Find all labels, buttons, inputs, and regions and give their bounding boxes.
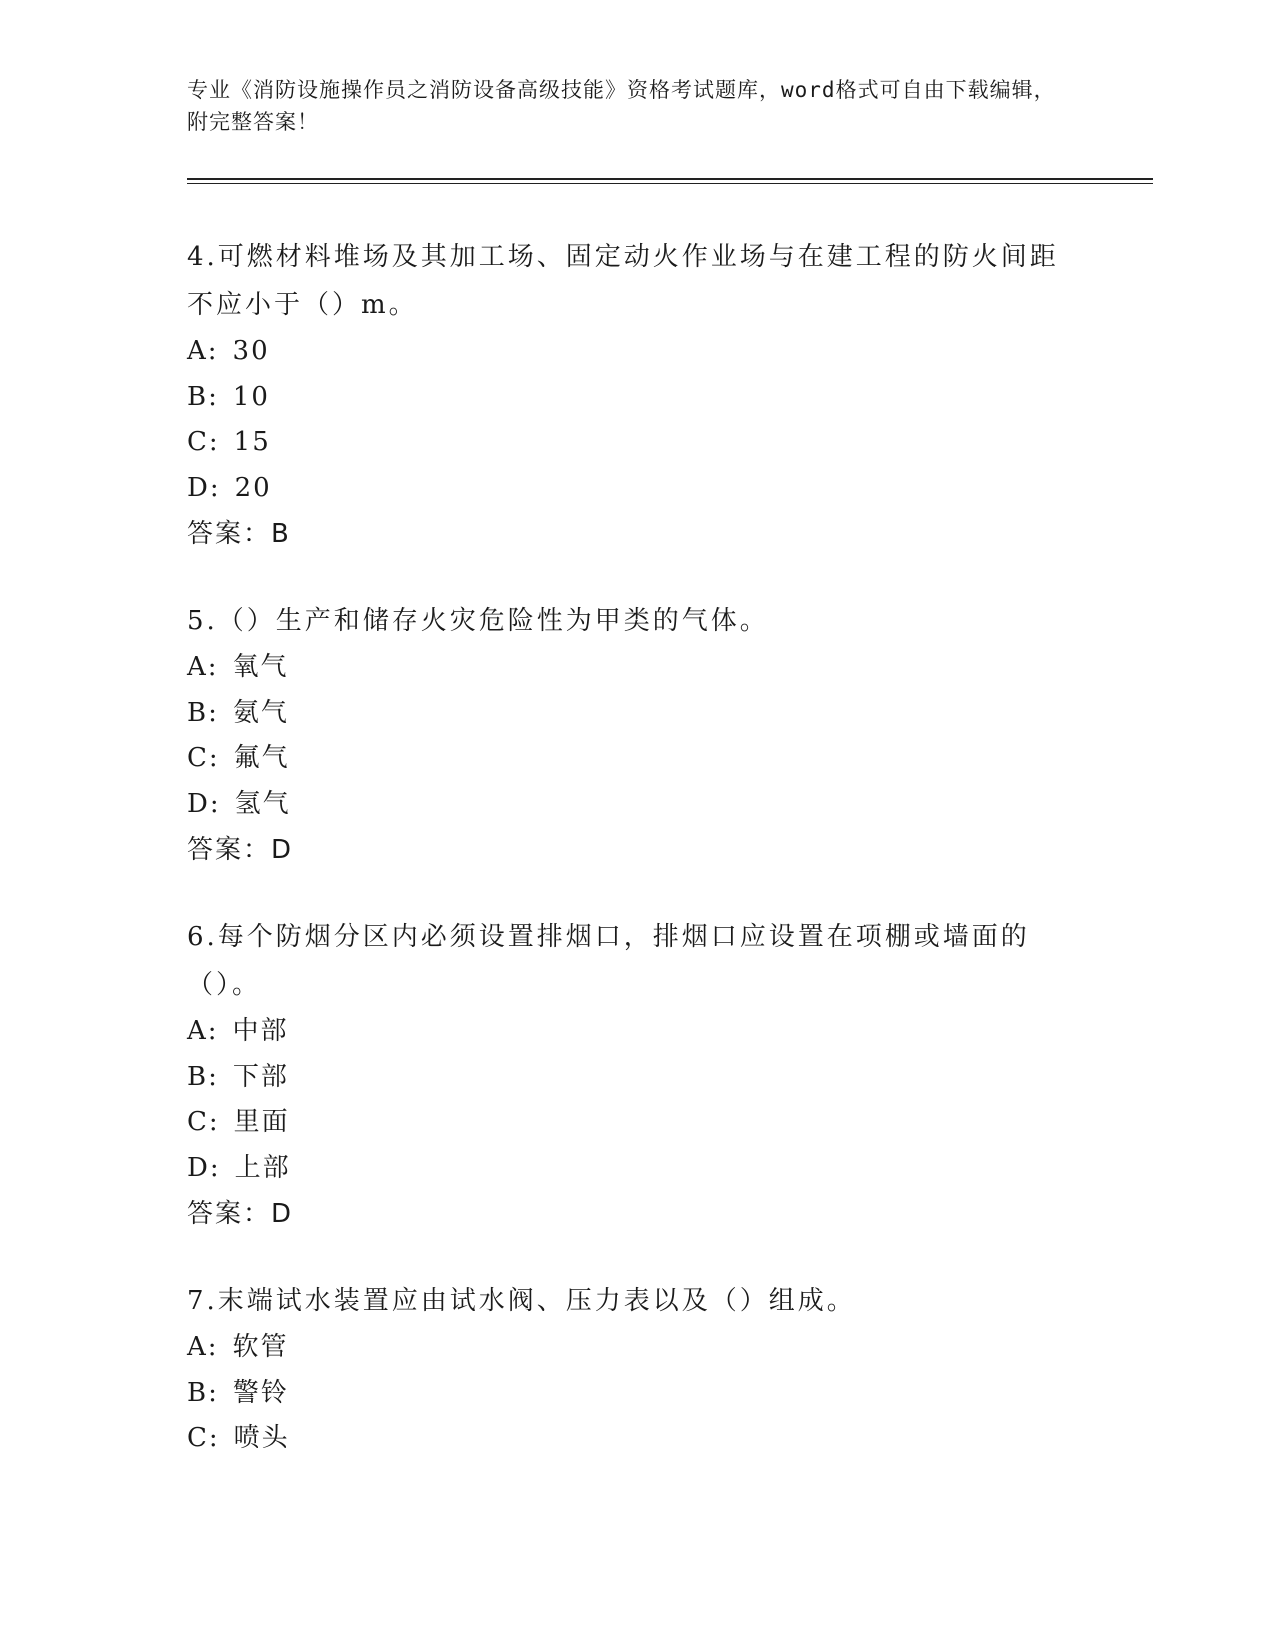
- question-list: [187, 233, 1087, 1502]
- option-text: 上部: [234, 1152, 291, 1183]
- option-letter: A:: [187, 1016, 219, 1046]
- option-a: [187, 1325, 1087, 1371]
- option-letter: D:: [187, 788, 221, 819]
- question-stem: 7.末端试水装置应由试水阀、压力表以及（）组成。: [187, 1286, 856, 1316]
- option-letter: B:: [187, 1061, 219, 1092]
- option-c: [187, 1100, 1087, 1146]
- option-letter: C:: [187, 743, 220, 773]
- option-text: 氢气: [234, 788, 291, 819]
- answer-line: 答案：D: [187, 1199, 294, 1229]
- header-divider-thin: [187, 183, 1153, 184]
- option-text: 10: [232, 381, 270, 412]
- question-5: [187, 597, 1087, 873]
- option-text: 中部: [232, 1016, 289, 1046]
- option-letter: C:: [187, 427, 220, 457]
- option-b: [187, 1055, 1087, 1101]
- option-d: [187, 782, 1087, 828]
- answer-line: 答案：D: [187, 835, 294, 865]
- option-letter: C:: [187, 1423, 220, 1453]
- answer-line: 答案：B: [187, 519, 291, 549]
- option-text: 氟气: [233, 743, 290, 773]
- option-d: [187, 1146, 1087, 1192]
- option-letter: A:: [187, 1332, 219, 1362]
- question-stem: 4.可燃材料堆场及其加工场、固定动火作业场与在建工程的防火间距不应小于（）m。: [187, 242, 1059, 320]
- option-letter: B:: [187, 697, 219, 728]
- option-text: 软管: [232, 1332, 289, 1362]
- option-text: 警铃: [232, 1377, 289, 1408]
- option-text: 氧气: [232, 652, 289, 682]
- option-text: 下部: [232, 1061, 289, 1092]
- option-letter: A:: [187, 652, 219, 682]
- question-stem: 5.（）生产和储存火灾危险性为甲类的气体。: [187, 606, 769, 636]
- question-stem: 6.每个防烟分区内必须设置排烟口，排烟口应设置在项棚或墙面的（）。: [187, 922, 1030, 1000]
- question-6: [187, 913, 1087, 1237]
- option-text: 15: [233, 427, 271, 457]
- option-letter: D:: [187, 1152, 221, 1183]
- option-text: 30: [232, 336, 270, 366]
- option-letter: B:: [187, 381, 219, 412]
- option-c: [187, 420, 1087, 466]
- option-b: [187, 691, 1087, 737]
- option-text: 氨气: [232, 697, 289, 728]
- option-a: [187, 329, 1087, 375]
- option-b: [187, 375, 1087, 421]
- option-letter: D:: [187, 472, 221, 503]
- option-d: [187, 466, 1087, 512]
- option-letter: A:: [187, 336, 219, 366]
- question-7: [187, 1277, 1087, 1462]
- option-letter: C:: [187, 1107, 220, 1137]
- option-text: 里面: [233, 1107, 290, 1137]
- option-text: 喷头: [233, 1423, 290, 1453]
- option-text: 20: [234, 472, 272, 503]
- option-a: [187, 1009, 1087, 1055]
- option-a: [187, 645, 1087, 691]
- option-b: [187, 1371, 1087, 1417]
- option-c: [187, 736, 1087, 782]
- header-divider-thick: [187, 178, 1153, 180]
- option-letter: B:: [187, 1377, 219, 1408]
- option-c: [187, 1416, 1087, 1462]
- document-header: 专业《消防设施操作员之消防设备高级技能》资格考试题库，word格式可自由下载编辑，附完整答案！: [187, 78, 1056, 134]
- question-4: [187, 233, 1087, 557]
